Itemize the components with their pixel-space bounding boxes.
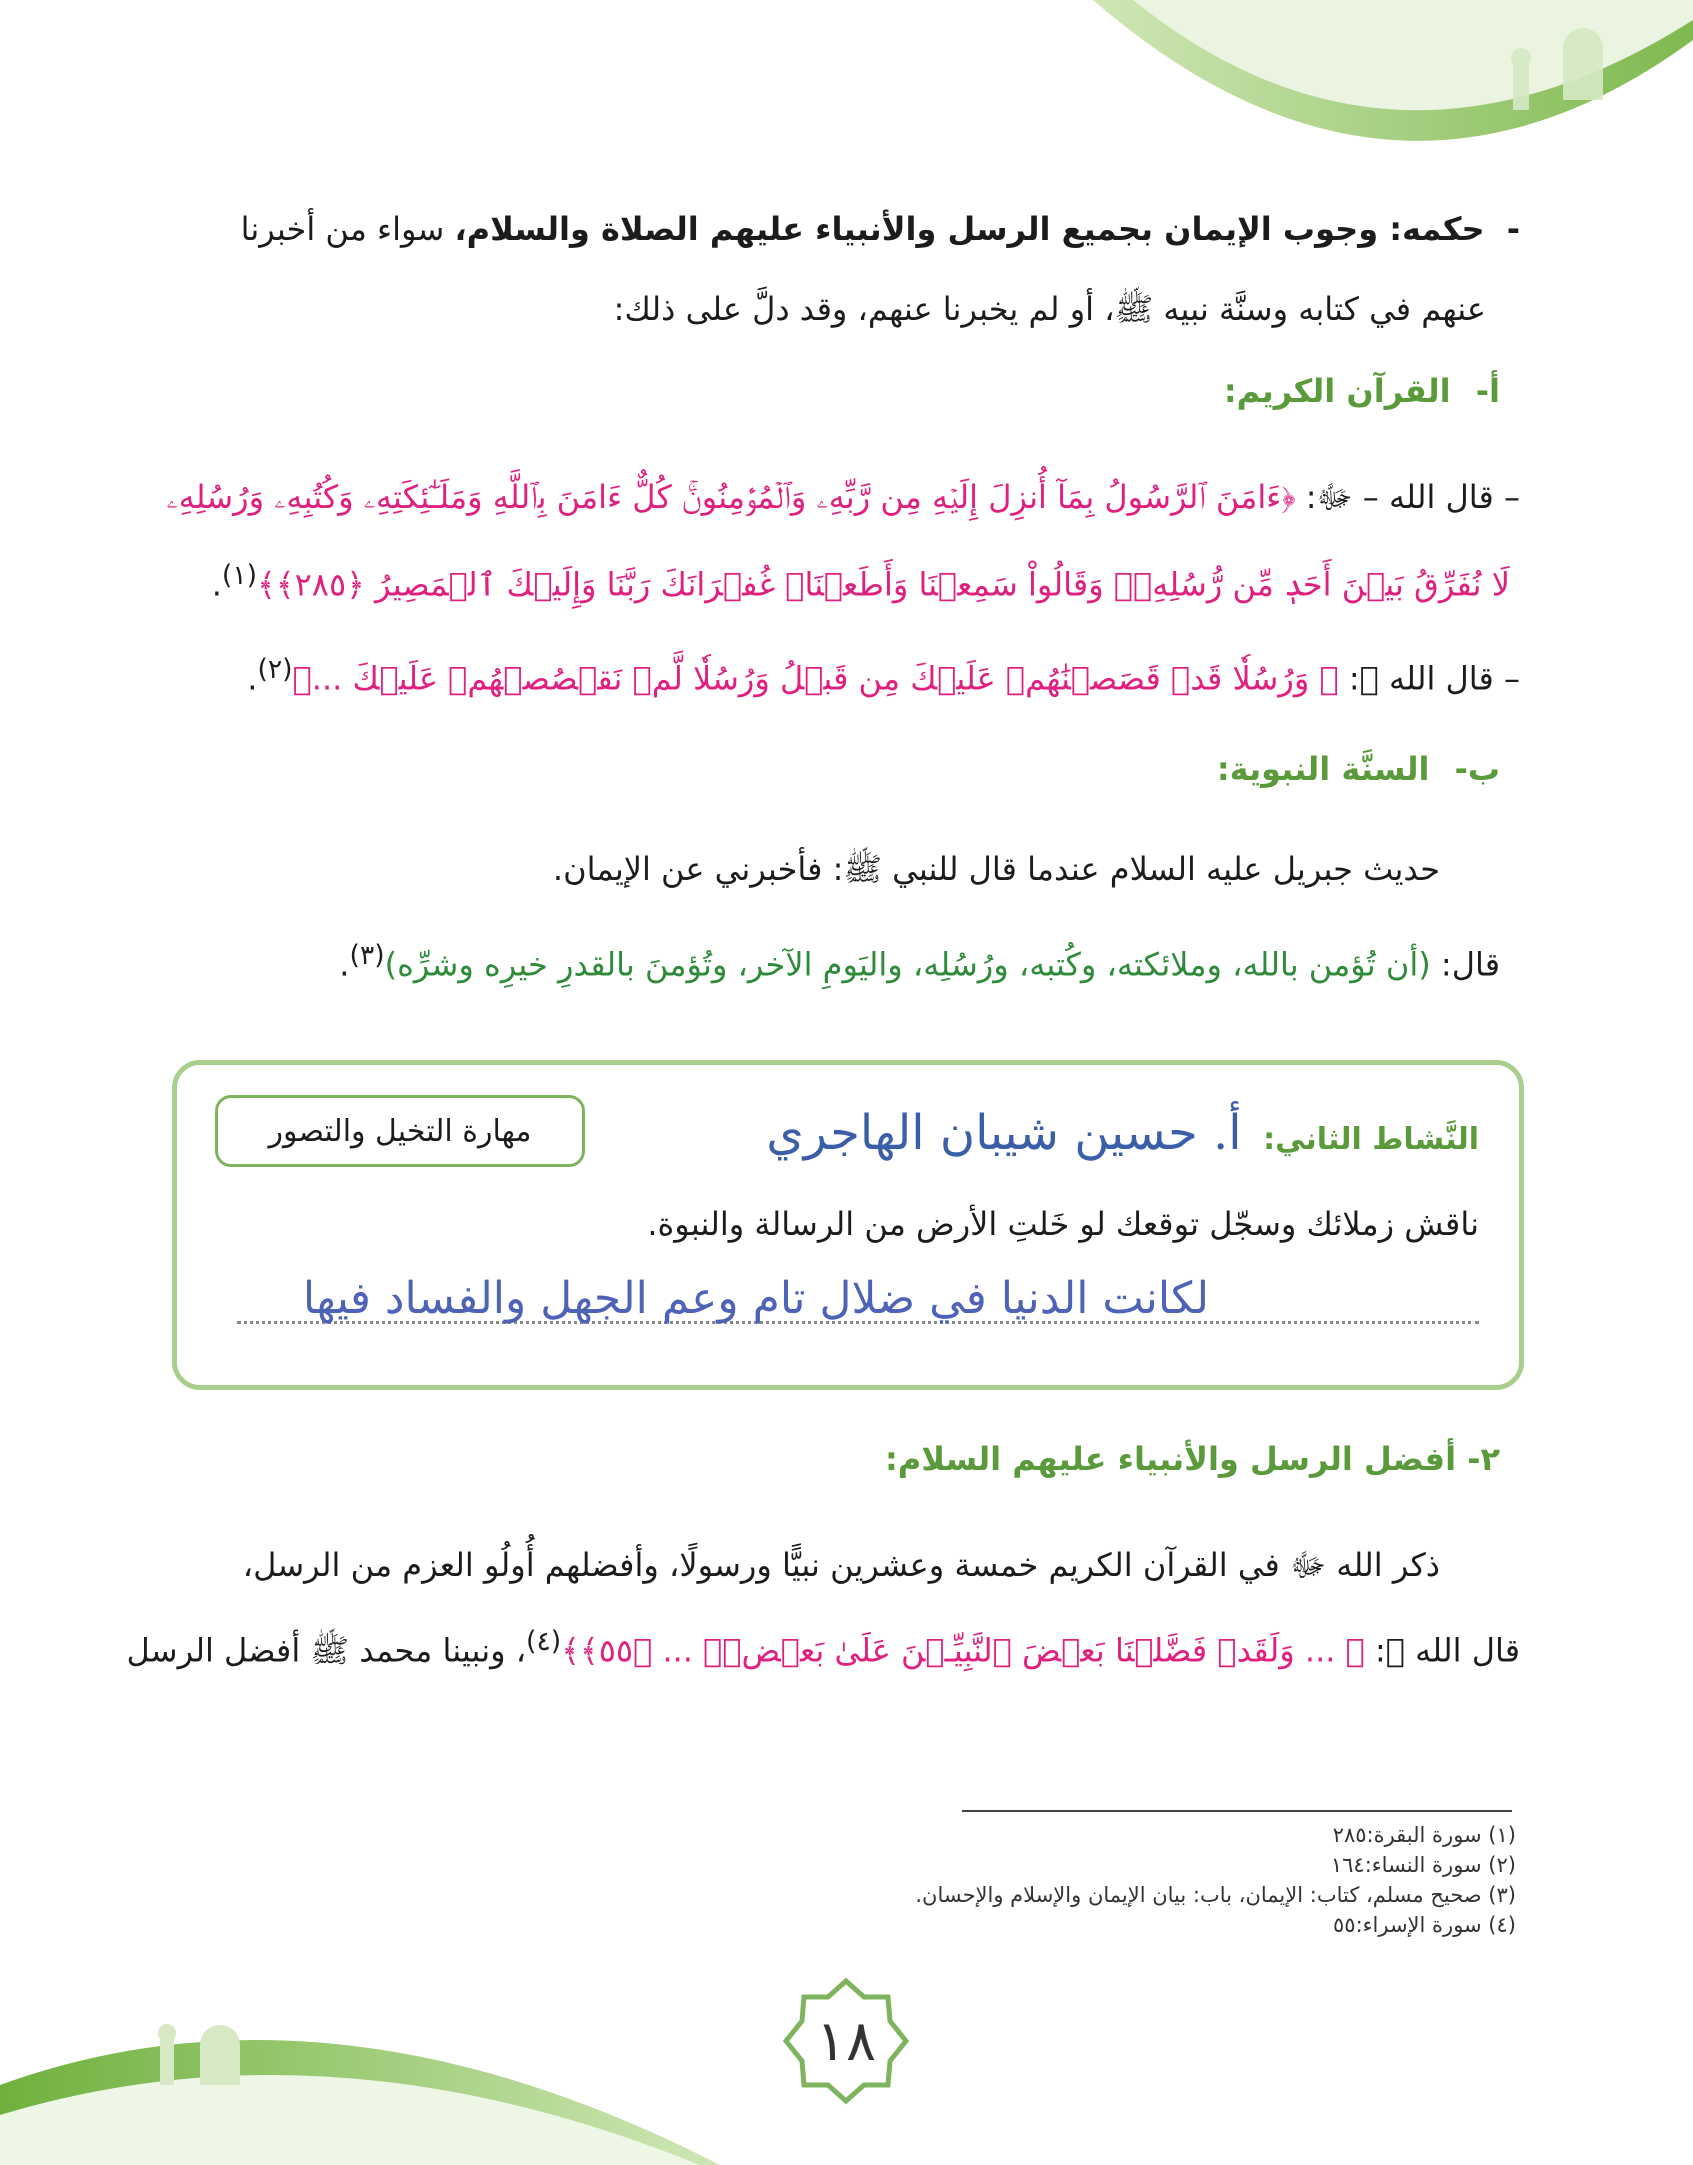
section2-intro: قال الله ﷻ: (1374, 1631, 1520, 1670)
verse1-text-2: لَا نُفَرِّقُ بَيۡنَ أَحَدٖ مِّن رُّسُلِهِۦۚ وَقَالُواْ سَمِعۡنَا وَأَطَعۡنَاۖ غُفۡرَانَكَ رَبَّنَا وَإِلَيۡكَ ٱلۡمَصِيرُ ﴿٢٨٥﴾﴾ (257, 565, 1510, 604)
activity-question: ناقش زملائك وسجّل توقعك لو خَلتِ الأرض من الرسالة والنبوة. (647, 1205, 1479, 1243)
footnote-4: (٤) سورة الإسراء:٥٥ (1333, 1913, 1516, 1937)
handwritten-answer: لكانت الدنيا في ضلال تام وعم الجهل والفساد فيها (302, 1273, 1209, 1324)
page-number: ١٨ (815, 2008, 877, 2074)
footnote-divider (962, 1810, 1512, 1812)
heading-sunnah (1217, 750, 1500, 788)
section2-line-2 (127, 1626, 1520, 1678)
footnote-3: (٣) صحيح مسلم، كتاب: الإيمان، باب: بيان الإيمان والإسلام والإحسان. (915, 1883, 1516, 1907)
verse1-line-1 (166, 478, 1520, 524)
skill-badge: مهارة التخيل والتصور (215, 1095, 585, 1167)
verse2-text: ﴿ وَرُسُلٗا قَدۡ قَصَصۡنَٰهُمۡ عَلَيۡكَ مِن قَبۡلُ وَرُسُلٗا لَّمۡ نَقۡصُصۡهُمۡ عَلَيۡكَ ...﴾ (292, 659, 1339, 698)
hadith-line: قال: (أن تُؤمن بالله، وملائكته، وكُتبه، ورُسُلِه، واليَومِ الآخر، وتُؤمنَ بالقدرِ خيرِه وشرِّه)$^{(٣)}$. (339, 940, 1500, 984)
ruling-line-1: - حكمه: وجوب الإيمان بجميع الرسل والأنبياء عليهم الصلاة والسلام، سواء من أخبرنا (240, 210, 1520, 248)
heading-a-marker: أ- (1475, 372, 1500, 410)
verse2-line: – قال الله ﷻ: ﴿ وَرُسُلٗا قَدۡ قَصَصۡنَٰهُمۡ عَلَيۡكَ مِن قَبۡلُ وَرُسُلٗا لَّمۡ نَقۡصُصۡهُمۡ عَلَيۡكَ ...﴾$^{(٢)}$. (247, 654, 1520, 698)
footnote-ref-3: (٣) (349, 940, 385, 971)
activity-box (172, 1060, 1524, 1390)
hadith-said: قال: (1440, 945, 1500, 984)
hadith-intro: حديث جبريل عليه السلام عندما قال للنبي ﷺ: فأخبرني عن الإيمان. (552, 850, 1440, 888)
heading-a-text: القرآن الكريم: (1223, 372, 1451, 410)
footnote-1: (١) سورة البقرة:٢٨٥ (1332, 1823, 1516, 1847)
section2-verse: ﴿ ... وَلَقَدۡ فَضَّلۡنَا بَعۡضَ ٱلنَّبِيِّـۧنَ عَلَىٰ بَعۡضٖۖ ... ﴿٥٥﴾﴾ (561, 1631, 1365, 1670)
verse1-text-1: ﴿ءَامَنَ ٱلرَّسُولُ بِمَآ أُنزِلَ إِلَيۡهِ مِن رَّبِّهِۦ وَٱلۡمُؤۡمِنُونَۚ كُلٌّ ءَامَنَ بِٱللَّهِ وَمَلَـٰٓئِكَتِهِۦ وَكُتُبِهِۦ وَرُسُلِهِۦ (166, 478, 1296, 516)
footnote-ref-4: (٤) (526, 1626, 562, 1657)
decorative-arc-top (1093, 0, 1693, 160)
footnotes (915, 1820, 1516, 1940)
ruling-line-2: عنهم في كتابه وسنَّة نبيه ﷺ، أو لم يخبرنا عنهم، وقد دلَّ على ذلك: (613, 290, 1486, 328)
section2-heading: ٢- أفضل الرسل والأنبياء عليهم السلام: (885, 1440, 1500, 1478)
verse1-intro: – قال الله – ﷻ: (1305, 478, 1520, 516)
ruling-bold-text: حكمه: وجوب الإيمان بجميع الرسل والأنبياء عليهم الصلاة والسلام، (454, 210, 1485, 248)
ruling-rest-text: سواء من أخبرنا (240, 210, 455, 248)
page-number-badge (780, 1975, 912, 2107)
heading-b-marker: ب- (1454, 750, 1500, 788)
heading-b-text: السنَّة النبوية: (1216, 750, 1430, 788)
hadith-text: (أن تُؤمن بالله، وملائكته، وكُتبه، ورُسُلِه، واليَومِ الآخر، وتُؤمنَ بالقدرِ خيرِه وشرِّه) (384, 945, 1431, 984)
footnote-ref-1: (١) (221, 560, 258, 591)
verse1-line-2: لَا نُفَرِّقُ بَيۡنَ أَحَدٖ مِّن رُّسُلِهِۦۚ وَقَالُواْ سَمِعۡنَا وَأَطَعۡنَاۖ غُفۡرَانَكَ رَبَّنَا وَإِلَيۡكَ ٱلۡمَصِيرُ ﴿٢٨٥﴾﴾$^{(١)}$. (211, 560, 1510, 604)
activity-title: النَّشاط الثاني: (1263, 1122, 1479, 1157)
teacher-name: أ. حسين شيبان الهاجري (766, 1105, 1242, 1161)
section2-line-1: ذكر الله ﷻ في القرآن الكريم خمسة وعشرين نبيًّا ورسولًا، وأفضلهم أُولُو العزم من الرسل، (242, 1546, 1440, 1584)
footnote-2: (٢) سورة النساء:١٦٤ (1330, 1853, 1516, 1877)
footnote-ref-2: (٢) (257, 654, 293, 685)
section2-rest: ، ونبينا محمد ﷺ أفضل الرسل (126, 1631, 527, 1670)
verse2-intro: – قال الله ﷻ: (1348, 659, 1520, 698)
heading-quran (1224, 372, 1500, 410)
activity-header (766, 1105, 1479, 1161)
decorative-arc-bottom (0, 1995, 720, 2165)
